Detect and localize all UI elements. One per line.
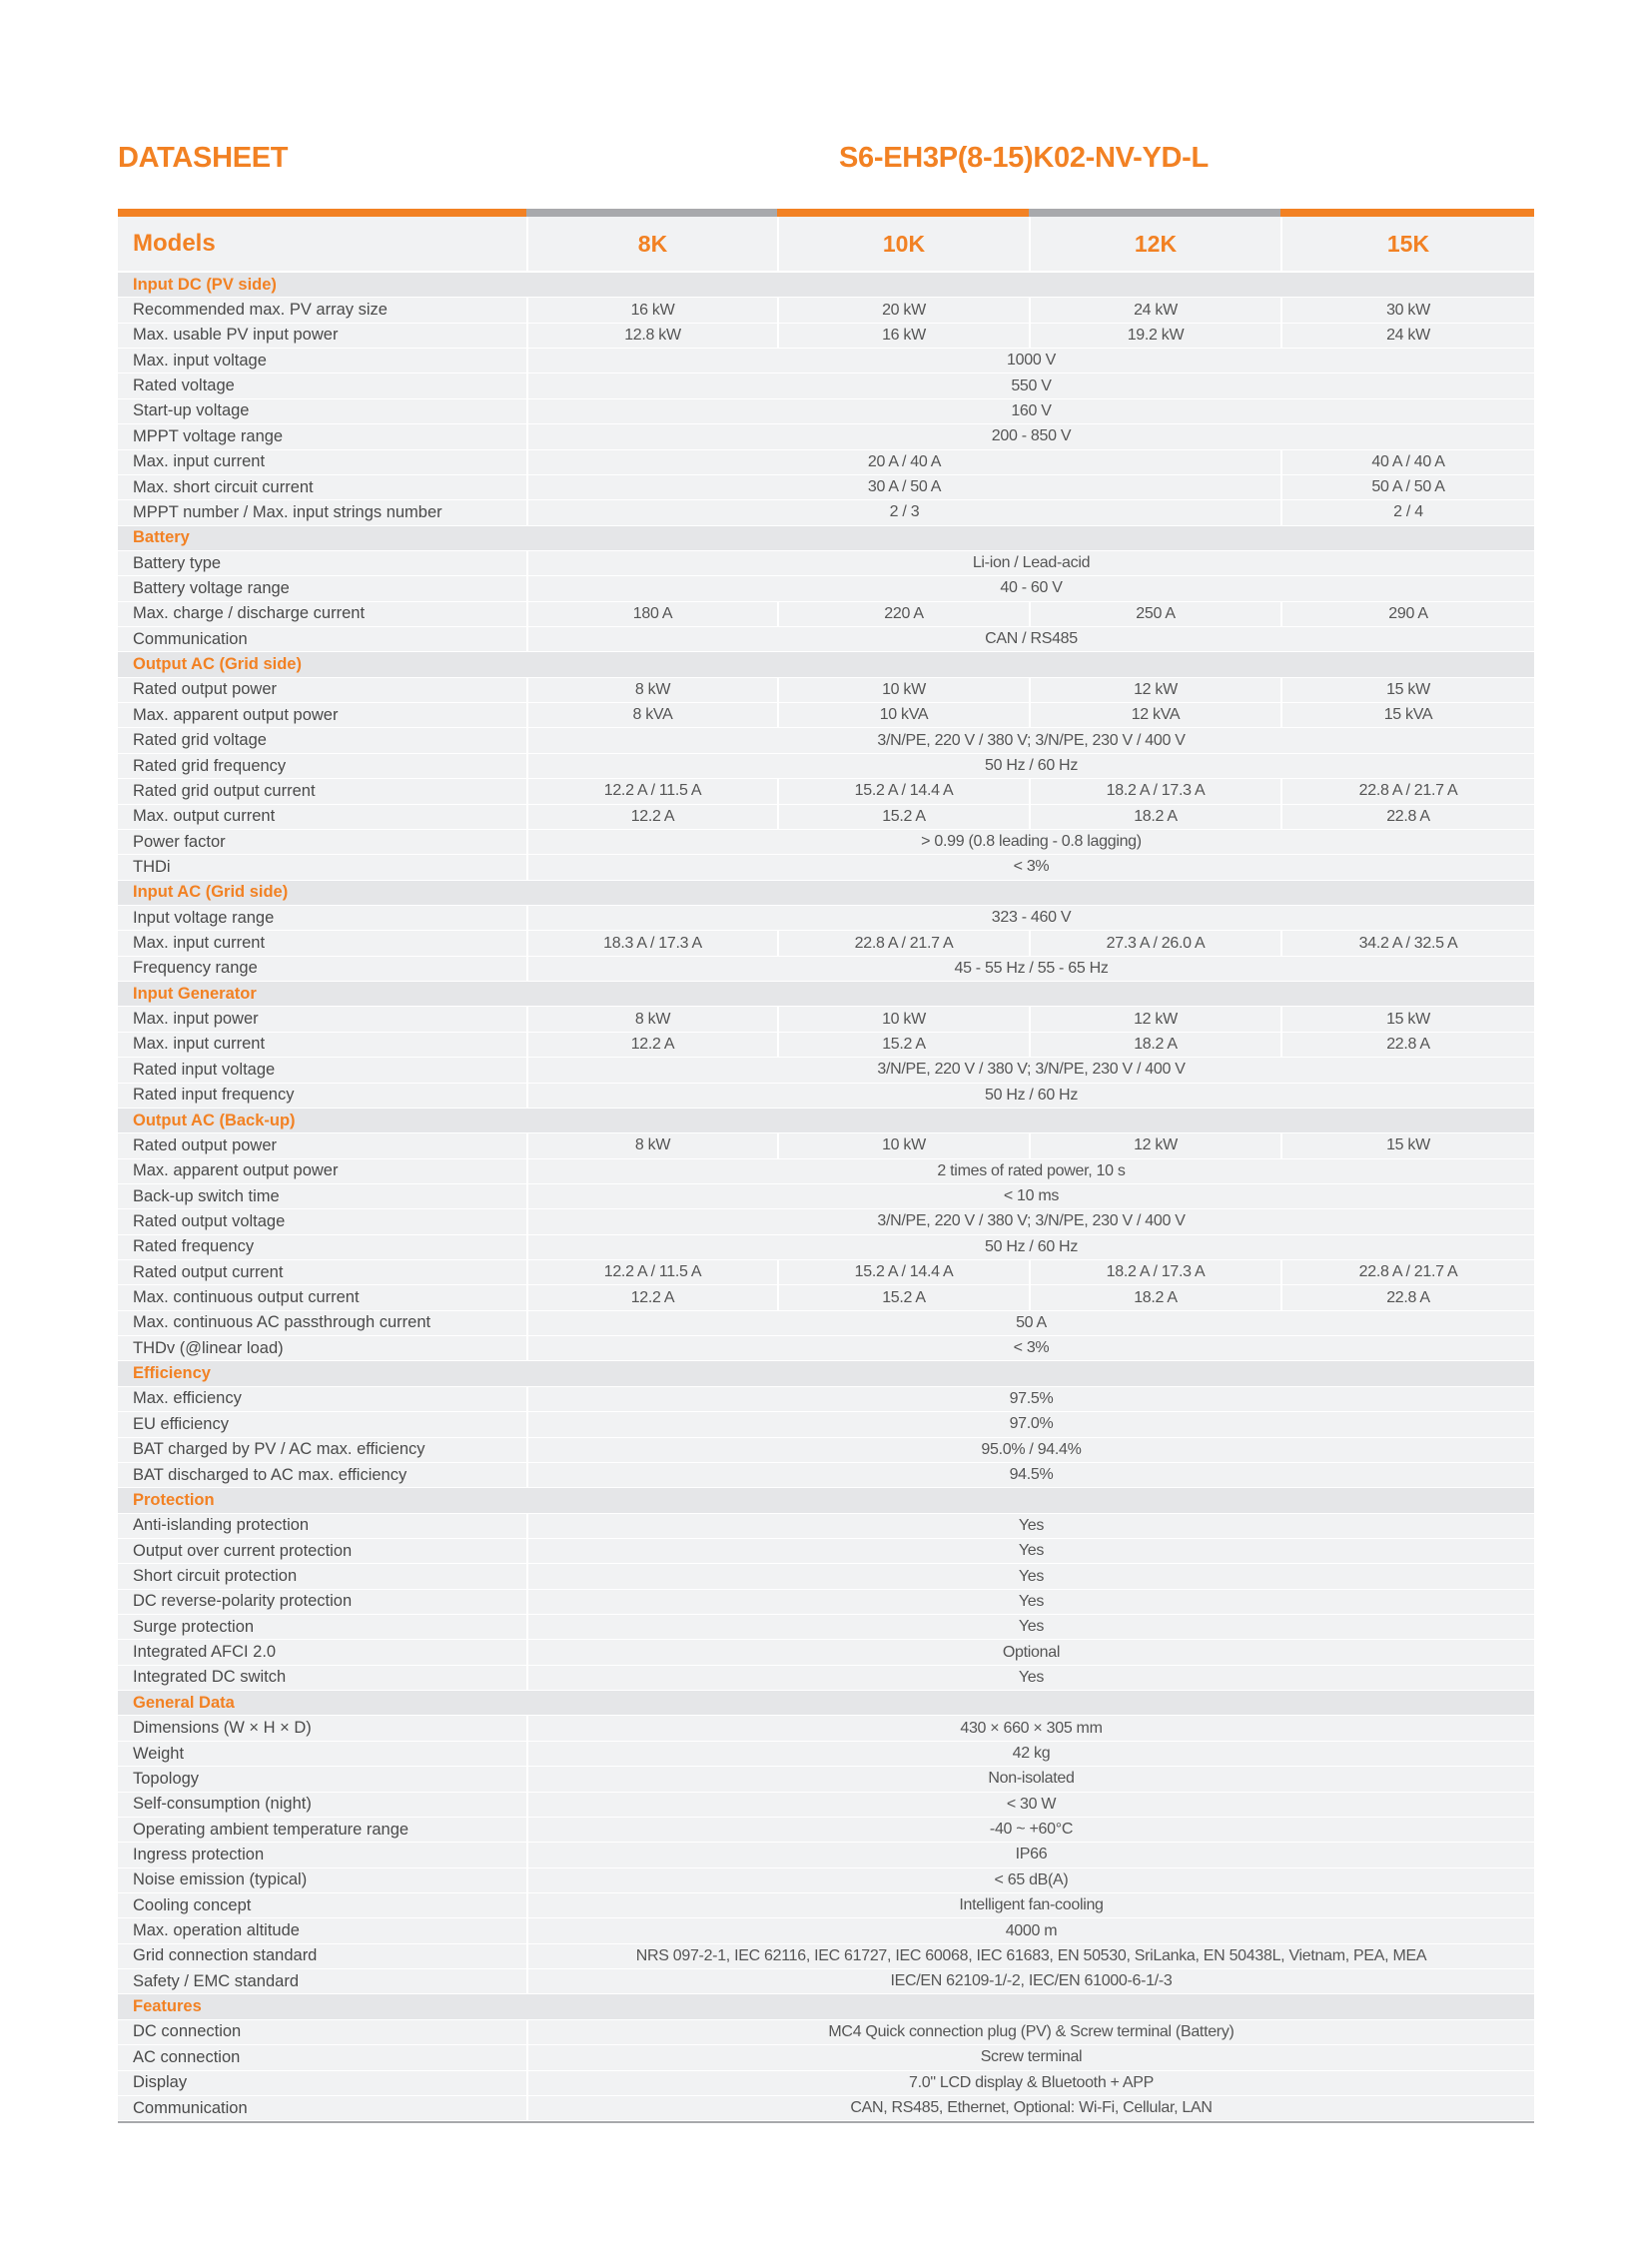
spec-label: Rated voltage	[133, 376, 235, 395]
spec-label: Communication	[133, 629, 248, 648]
spec-value: CAN / RS485	[526, 627, 1534, 651]
spec-value: 22.8 A / 21.7 A	[1280, 779, 1534, 803]
spec-row	[118, 1615, 1534, 1640]
spec-row	[118, 475, 1534, 500]
spec-row	[118, 1285, 1534, 1310]
spec-value: 8 kW	[526, 678, 777, 702]
spec-label: AC connection	[133, 2047, 241, 2066]
spec-label: Rated grid output current	[133, 781, 316, 800]
spec-value: 180 A	[526, 602, 777, 626]
spec-row	[118, 906, 1534, 931]
spec-label: Rated frequency	[133, 1237, 255, 1256]
spec-row	[118, 1084, 1534, 1109]
spec-label: Input voltage range	[133, 908, 275, 927]
spec-label: Max. input current	[133, 1035, 266, 1054]
spec-value: 323 - 460 V	[526, 906, 1534, 930]
spec-value: CAN, RS485, Ethernet, Optional: Wi-Fi, Cellular, LAN	[526, 2096, 1534, 2120]
spec-value: Yes	[526, 1564, 1534, 1588]
spec-label: Frequency range	[133, 959, 258, 978]
spec-value: 1000 V	[526, 349, 1534, 373]
spec-value: 12 kVA	[1029, 703, 1280, 727]
spec-row	[118, 1133, 1534, 1158]
spec-value: 18.2 A / 17.3 A	[1029, 1260, 1280, 1284]
spec-value: < 65 dB(A)	[526, 1868, 1534, 1892]
spec-row	[118, 1463, 1534, 1488]
spec-value: 18.2 A / 17.3 A	[1029, 779, 1280, 803]
spec-row	[118, 551, 1534, 576]
header-bar-models	[118, 209, 526, 217]
spec-label: BAT charged by PV / AC max. efficiency	[133, 1440, 425, 1459]
header-bar-8k	[526, 209, 777, 217]
spec-label: Rated input frequency	[133, 1086, 295, 1105]
spec-row	[118, 1311, 1534, 1336]
spec-value: 50 A / 50 A	[1280, 475, 1534, 499]
spec-row	[118, 1159, 1534, 1184]
spec-value: Yes	[526, 1514, 1534, 1538]
models-header-label: Models	[133, 230, 216, 257]
section-title: Battery	[133, 528, 190, 547]
section-header-row	[118, 1361, 1534, 1386]
spec-value: 8 kVA	[526, 703, 777, 727]
spec-label: Output over current protection	[133, 1541, 353, 1560]
spec-row	[118, 1767, 1534, 1792]
spec-label: THDi	[133, 857, 171, 876]
spec-label: Max. efficiency	[133, 1389, 242, 1408]
spec-value: < 30 W	[526, 1793, 1534, 1817]
section-header-row	[118, 652, 1534, 677]
spec-value: 22.8 A / 21.7 A	[777, 931, 1029, 955]
spec-label: Max. charge / discharge current	[133, 604, 366, 623]
spec-value: 3/N/PE, 220 V / 380 V; 3/N/PE, 230 V / 400 V	[526, 728, 1534, 752]
spec-value: 12.2 A / 11.5 A	[526, 1260, 777, 1284]
spec-value: 18.2 A	[1029, 1033, 1280, 1057]
spec-label: Surge protection	[133, 1617, 255, 1636]
spec-value: 550 V	[526, 374, 1534, 397]
spec-row	[118, 855, 1534, 880]
section-title: Output AC (Back-up)	[133, 1111, 296, 1129]
spec-value: 10 kW	[777, 1007, 1029, 1031]
spec-table	[118, 209, 1534, 2123]
spec-row	[118, 374, 1534, 398]
spec-row	[118, 2071, 1534, 2096]
models-header-row	[118, 217, 1534, 273]
spec-value: 15 kW	[1280, 678, 1534, 702]
spec-label: Recommended max. PV array size	[133, 301, 388, 320]
spec-row	[118, 1412, 1534, 1437]
spec-label: Display	[133, 2073, 188, 2092]
section-title: Input DC (PV side)	[133, 275, 277, 294]
spec-label: Max. input current	[133, 452, 266, 471]
spec-value: 2 / 4	[1280, 500, 1534, 524]
spec-value: Yes	[526, 1539, 1534, 1563]
spec-value: 2 / 3	[526, 500, 1280, 524]
spec-row	[118, 1590, 1534, 1615]
spec-label: Battery voltage range	[133, 578, 290, 597]
spec-value: 10 kW	[777, 678, 1029, 702]
section-header-row	[118, 526, 1534, 551]
spec-label: Topology	[133, 1769, 200, 1788]
spec-value: 12.2 A	[526, 1285, 777, 1309]
spec-row	[118, 2020, 1534, 2045]
spec-value: 45 - 55 Hz / 55 - 65 Hz	[526, 957, 1534, 981]
spec-row	[118, 324, 1534, 349]
spec-label: Cooling concept	[133, 1895, 252, 1914]
spec-row	[118, 450, 1534, 475]
spec-label: BAT discharged to AC max. efficiency	[133, 1465, 408, 1484]
spec-row	[118, 1944, 1534, 1969]
spec-value: Non-isolated	[526, 1767, 1534, 1791]
spec-value: 12.2 A	[526, 805, 777, 829]
spec-value: 10 kVA	[777, 703, 1029, 727]
spec-row	[118, 830, 1534, 855]
spec-label: Back-up switch time	[133, 1186, 280, 1205]
spec-row	[118, 805, 1534, 830]
spec-value: 15 kW	[1280, 1133, 1534, 1157]
spec-label: Safety / EMC standard	[133, 1971, 299, 1990]
spec-row	[118, 1843, 1534, 1868]
spec-row	[118, 1387, 1534, 1412]
spec-value: -40 ~ +60°C	[526, 1818, 1534, 1842]
spec-row	[118, 1033, 1534, 1058]
spec-label: Grid connection standard	[133, 1946, 318, 1965]
spec-value: 15.2 A	[777, 1285, 1029, 1309]
header-bar-15k	[1280, 209, 1534, 217]
spec-label: THDv (@linear load)	[133, 1338, 284, 1357]
spec-label: Max. input voltage	[133, 351, 267, 370]
section-header-row	[118, 881, 1534, 906]
spec-value: 40 - 60 V	[526, 576, 1534, 600]
spec-label: Max. input power	[133, 1010, 259, 1029]
spec-value: 34.2 A / 32.5 A	[1280, 931, 1534, 955]
spec-row	[118, 1209, 1534, 1234]
spec-value: 16 kW	[777, 324, 1029, 348]
section-title: General Data	[133, 1693, 235, 1712]
spec-label: Max. input current	[133, 934, 266, 953]
spec-value: > 0.99 (0.8 leading - 0.8 lagging)	[526, 830, 1534, 854]
spec-row	[118, 779, 1534, 804]
spec-label: Self-consumption (night)	[133, 1795, 312, 1814]
spec-value: 15.2 A	[777, 1033, 1029, 1057]
section-title: Protection	[133, 1490, 215, 1509]
spec-value: 18.3 A / 17.3 A	[526, 931, 777, 955]
spec-value: < 3%	[526, 855, 1534, 879]
spec-value: 15.2 A / 14.4 A	[777, 1260, 1029, 1284]
spec-value: 7.0" LCD display & Bluetooth + APP	[526, 2071, 1534, 2095]
section-title: Output AC (Grid side)	[133, 655, 302, 674]
spec-value: 50 Hz / 60 Hz	[526, 754, 1534, 778]
spec-value: 200 - 850 V	[526, 424, 1534, 448]
model-header-15k: 15K	[1280, 217, 1534, 271]
header-color-bars	[118, 209, 1534, 217]
spec-value: 12 kW	[1029, 678, 1280, 702]
spec-row	[118, 1793, 1534, 1818]
spec-row	[118, 1893, 1534, 1918]
spec-value: MC4 Quick connection plug (PV) & Screw terminal (Battery)	[526, 2020, 1534, 2044]
spec-row	[118, 1742, 1534, 1767]
spec-value: Optional	[526, 1640, 1534, 1664]
spec-value: 430 × 660 × 305 mm	[526, 1716, 1534, 1740]
spec-value: 24 kW	[1280, 324, 1534, 348]
spec-value: 20 kW	[777, 298, 1029, 322]
spec-label: Rated output voltage	[133, 1211, 286, 1230]
spec-value: 15.2 A / 14.4 A	[777, 779, 1029, 803]
spec-value: 97.0%	[526, 1412, 1534, 1436]
spec-value: 22.8 A	[1280, 1033, 1534, 1057]
spec-value: IP66	[526, 1843, 1534, 1867]
spec-table-body	[118, 273, 1534, 2121]
spec-value: 3/N/PE, 220 V / 380 V; 3/N/PE, 230 V / 400 V	[526, 1058, 1534, 1082]
spec-row	[118, 931, 1534, 956]
section-header-row	[118, 982, 1534, 1007]
spec-row	[118, 500, 1534, 525]
spec-value: 3/N/PE, 220 V / 380 V; 3/N/PE, 230 V / 400 V	[526, 1209, 1534, 1233]
spec-value: 18.2 A	[1029, 805, 1280, 829]
spec-label: Rated input voltage	[133, 1060, 276, 1079]
spec-value: 22.8 A	[1280, 805, 1534, 829]
spec-row	[118, 424, 1534, 449]
spec-label: DC connection	[133, 2022, 242, 2041]
spec-row	[118, 1640, 1534, 1665]
header-bar-12k	[1029, 209, 1280, 217]
section-title: Efficiency	[133, 1364, 211, 1383]
spec-value: 40 A / 40 A	[1280, 450, 1534, 474]
spec-value: Intelligent fan-cooling	[526, 1893, 1534, 1917]
spec-row	[118, 1918, 1534, 1943]
spec-row	[118, 2045, 1534, 2070]
spec-value: 30 kW	[1280, 298, 1534, 322]
spec-value: 20 A / 40 A	[526, 450, 1280, 474]
model-series-title: S6-EH3P(8-15)K02-NV-YD-L	[839, 142, 1209, 174]
spec-value: < 3%	[526, 1336, 1534, 1360]
spec-row	[118, 399, 1534, 424]
spec-value: 97.5%	[526, 1387, 1534, 1411]
spec-value: 50 Hz / 60 Hz	[526, 1084, 1534, 1108]
spec-value: 15.2 A	[777, 805, 1029, 829]
spec-value: 10 kW	[777, 1133, 1029, 1157]
spec-row	[118, 627, 1534, 652]
spec-label: Max. apparent output power	[133, 1161, 339, 1180]
spec-value: 27.3 A / 26.0 A	[1029, 931, 1280, 955]
spec-value: 42 kg	[526, 1742, 1534, 1766]
spec-row	[118, 678, 1534, 703]
spec-label: Weight	[133, 1744, 185, 1763]
spec-label: Max. continuous AC passthrough current	[133, 1313, 431, 1332]
spec-value: Yes	[526, 1615, 1534, 1639]
model-header-10k: 10K	[777, 217, 1029, 271]
spec-value: 12 kW	[1029, 1133, 1280, 1157]
spec-value: 22.8 A / 21.7 A	[1280, 1260, 1534, 1284]
spec-value: 16 kW	[526, 298, 777, 322]
model-header-12k: 12K	[1029, 217, 1280, 271]
spec-value: 220 A	[777, 602, 1029, 626]
spec-label: Communication	[133, 2098, 248, 2117]
spec-label: Rated grid voltage	[133, 731, 267, 750]
spec-label: Rated output current	[133, 1262, 284, 1281]
spec-label: EU efficiency	[133, 1414, 229, 1433]
spec-value: 95.0% / 94.4%	[526, 1438, 1534, 1462]
spec-row	[118, 298, 1534, 323]
spec-value: 290 A	[1280, 602, 1534, 626]
spec-value: Li-ion / Lead-acid	[526, 551, 1534, 575]
section-title: Features	[133, 1997, 202, 2016]
spec-label: Integrated DC switch	[133, 1668, 287, 1687]
spec-row	[118, 1716, 1534, 1741]
spec-value: 250 A	[1029, 602, 1280, 626]
spec-row	[118, 1260, 1534, 1285]
spec-value: 15 kVA	[1280, 703, 1534, 727]
spec-row	[118, 754, 1534, 779]
spec-row	[118, 957, 1534, 982]
spec-value: IEC/EN 62109-1/-2, IEC/EN 61000-6-1/-3	[526, 1969, 1534, 1993]
spec-value: 94.5%	[526, 1463, 1534, 1487]
spec-row	[118, 1818, 1534, 1843]
spec-label: Anti-islanding protection	[133, 1516, 310, 1535]
spec-row	[118, 1058, 1534, 1083]
header-bar-10k	[777, 209, 1029, 217]
spec-value: 24 kW	[1029, 298, 1280, 322]
spec-label: Max. short circuit current	[133, 477, 314, 496]
spec-label: Max. apparent output power	[133, 705, 339, 724]
section-title: Input AC (Grid side)	[133, 883, 289, 902]
spec-label: Dimensions (W × H × D)	[133, 1719, 312, 1738]
spec-value: < 10 ms	[526, 1184, 1534, 1208]
section-header-row	[118, 1994, 1534, 2019]
spec-value: 15 kW	[1280, 1007, 1534, 1031]
spec-label: Max. continuous output current	[133, 1288, 360, 1307]
spec-value: 160 V	[526, 399, 1534, 423]
spec-row	[118, 1235, 1534, 1260]
spec-value: 50 A	[526, 1311, 1534, 1335]
spec-row	[118, 1868, 1534, 1893]
spec-label: Rated output power	[133, 1135, 278, 1154]
spec-label: Rated grid frequency	[133, 756, 287, 775]
spec-label: Max. operation altitude	[133, 1921, 300, 1940]
spec-label: MPPT voltage range	[133, 426, 284, 445]
spec-value: 12.8 kW	[526, 324, 777, 348]
spec-label: Max. output current	[133, 807, 276, 826]
spec-label: Power factor	[133, 832, 226, 851]
spec-row	[118, 1184, 1534, 1209]
spec-value: 12.2 A	[526, 1033, 777, 1057]
spec-value: 4000 m	[526, 1918, 1534, 1942]
spec-row	[118, 1514, 1534, 1539]
spec-row	[118, 1007, 1534, 1032]
spec-value: 22.8 A	[1280, 1285, 1534, 1309]
spec-value: 8 kW	[526, 1007, 777, 1031]
spec-label: DC reverse-polarity protection	[133, 1592, 353, 1611]
spec-row	[118, 1336, 1534, 1361]
section-header-row	[118, 273, 1534, 298]
spec-value: 50 Hz / 60 Hz	[526, 1235, 1534, 1259]
spec-row	[118, 1539, 1534, 1564]
spec-label: Ingress protection	[133, 1845, 265, 1864]
section-title: Input Generator	[133, 984, 257, 1003]
spec-label: MPPT number / Max. input strings number	[133, 502, 442, 521]
spec-value: Screw terminal	[526, 2045, 1534, 2069]
table-bottom-rule	[118, 2121, 1534, 2123]
spec-label: Short circuit protection	[133, 1567, 298, 1585]
spec-label: Noise emission (typical)	[133, 1870, 308, 1889]
spec-label: Integrated AFCI 2.0	[133, 1643, 277, 1662]
section-header-row	[118, 1109, 1534, 1133]
spec-value: NRS 097-2-1, IEC 62116, IEC 61727, IEC 60068, IEC 61683, EN 50530, SriLanka, EN 50438L, Vietnam, PEA, MEA	[526, 1944, 1534, 1968]
model-header-8k: 8K	[526, 217, 777, 271]
datasheet-title: DATASHEET	[118, 142, 289, 174]
spec-label: Rated output power	[133, 680, 278, 699]
spec-value: 19.2 kW	[1029, 324, 1280, 348]
spec-value: 2 times of rated power, 10 s	[526, 1159, 1534, 1183]
spec-value: 30 A / 50 A	[526, 475, 1280, 499]
spec-value: Yes	[526, 1666, 1534, 1690]
spec-row	[118, 576, 1534, 601]
spec-row	[118, 349, 1534, 374]
spec-row	[118, 602, 1534, 627]
section-header-row	[118, 1691, 1534, 1716]
spec-row	[118, 1666, 1534, 1691]
spec-label: Start-up voltage	[133, 401, 250, 420]
spec-row	[118, 728, 1534, 753]
spec-row	[118, 703, 1534, 728]
spec-value: 12 kW	[1029, 1007, 1280, 1031]
spec-label: Operating ambient temperature range	[133, 1820, 410, 1839]
spec-label: Max. usable PV input power	[133, 326, 339, 345]
spec-label: Battery type	[133, 553, 222, 572]
spec-row	[118, 1969, 1534, 1994]
spec-value: 18.2 A	[1029, 1285, 1280, 1309]
spec-row	[118, 2096, 1534, 2121]
spec-value: 8 kW	[526, 1133, 777, 1157]
spec-row	[118, 1438, 1534, 1463]
spec-value: 12.2 A / 11.5 A	[526, 779, 777, 803]
spec-value: Yes	[526, 1590, 1534, 1614]
spec-row	[118, 1564, 1534, 1589]
section-header-row	[118, 1488, 1534, 1513]
